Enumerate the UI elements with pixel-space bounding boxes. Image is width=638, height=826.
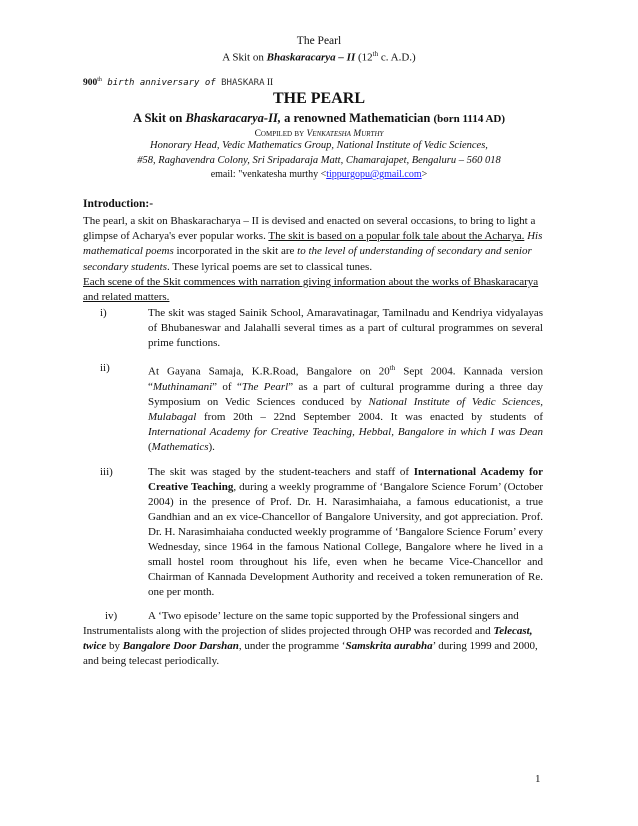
intro-paragraph-2: Each scene of the Skit commences with narration giving information about the works of Bhaskaracarya and related matters.: [83, 275, 539, 304]
item2-g: ).: [208, 440, 215, 453]
intro-italic-2: to the level of understanding of secondary and senior secondary students: [83, 245, 532, 273]
item2-i4: International Academy for Creative Teaching, Hebbal, Bangalore in which I was Dean: [148, 425, 543, 438]
item2-a: At Gayana Samaja, K.R.Road, Bangalore on 20: [148, 365, 390, 378]
item3-a: The skit was staged by the student-teachers and staff of: [148, 465, 414, 478]
list-item-text: [148, 361, 543, 455]
item4-f: Samskrita aurabha: [345, 640, 433, 652]
intro-text-a: The pearl, a skit on Bhaskaracharya – II is devised and enacted on several occasions, to bring to light a glimpse of Acharya's ever popular works.: [83, 215, 536, 243]
list-item-number: ii): [100, 362, 110, 374]
document-subtitle: [0, 111, 638, 126]
item2-i3: National Institute of Vedic Sciences, Mulabagal: [148, 395, 543, 423]
item2-sup: th: [389, 364, 396, 372]
document-title: THE PEARL: [272, 90, 365, 107]
subtitle-part-a: A Skit on: [132, 111, 186, 125]
item4-c: by: [106, 640, 123, 652]
introduction-heading: Introduction:-: [83, 198, 154, 210]
intro-text-d: . These lyrical poems are set to classical tunes.: [167, 260, 373, 273]
email-link[interactable]: tippurgopu@gmail.com: [326, 169, 422, 180]
intro-text-c: incorporated in the skit are: [173, 245, 298, 258]
subtitle-part-c: a renowned Mathematician: [280, 111, 434, 125]
running-subtitle-name: Bhaskaracarya – II: [266, 51, 356, 64]
item2-c: ” of “: [212, 380, 242, 393]
venues-list: [83, 306, 543, 610]
email-close: >: [421, 169, 428, 180]
list-item-number: iv): [105, 610, 118, 622]
item2-i2: The Pearl: [241, 380, 289, 393]
running-subtitle-century: (12: [355, 51, 373, 64]
intro-italic-1: His mathematical poems: [83, 230, 543, 258]
item2-i1: Muthinamani: [152, 380, 213, 393]
running-title: The Pearl: [296, 35, 342, 47]
item4-g: ’ during 1999 and 2000, and being telecast periodically.: [83, 640, 538, 667]
item4-a: A ‘Two episode’ lecture on the same topic supported by the Professional singers and Instrumentalists along with the projection of slides projected through OHP was recorded and: [83, 610, 519, 637]
subtitle-name: Bhaskaracarya-II,: [185, 111, 281, 125]
list-item-text: The skit was staged Sainik School, Amaravatinagar, Tamilnadu and Kendriya vidyalayas of Bhubaneswar and Jalahalli several times as a part of cultural programmes on several prime functions.: [148, 307, 543, 349]
anniversary-sup: th: [97, 77, 102, 83]
item4-d: Bangalore Door Darshan: [122, 640, 239, 652]
item4-e: , under the programme ‘: [238, 640, 346, 652]
list-item-text: [148, 465, 543, 600]
intro-underlined: The skit is based on a popular folk tale about the Acharya.: [268, 230, 525, 243]
item2-i5: Mathematics: [151, 440, 209, 453]
list-item-iv: [83, 609, 543, 669]
list-item-number: i): [100, 307, 107, 319]
page-number: 1: [535, 773, 541, 785]
email-line: [0, 169, 638, 180]
running-subtitle-sup: th: [372, 50, 379, 58]
anniversary-line: [83, 77, 273, 88]
item2-e: from 20th – 22nd September 2004. It was enacted by students of: [196, 410, 543, 423]
running-subtitle-suffix: c. A.D.): [378, 51, 416, 64]
compiled-by: [0, 129, 638, 139]
anniversary-year: 900: [83, 78, 98, 89]
subtitle-born: (born 1114 AD): [433, 113, 506, 125]
item3-c: , during a weekly programme of ‘Bangalore Science Forum’ (October 2004) in the presence of Prof. Dr. H. Narasimhaiaha, a famous educationist, a true Gandhian and an ex vice-Chancellor of Bangalore University, and got appreciation. Prof. Dr. H. Narasimhaiaha conducted weekly programme of ‘Bangalore Science Forum’ every Wednesday, since 1964 in the famous National College, Bangalore where he lived in a small hostel room throughout his life, even when he became Vice-Chancellor and Chairman of Kannada Development Authority and received a token remuneration of Re. one per month.: [148, 480, 544, 598]
item2-f: (: [148, 440, 152, 453]
anniversary-roman: II: [264, 78, 274, 89]
compiler-name: Venkatesha Murthy: [306, 129, 384, 139]
affiliation-line-2: #58, Raghavendra Colony, Sri Sripadaraja Matt, Chamarajapet, Bengaluru – 560 018: [137, 155, 501, 166]
list-item: [83, 306, 543, 351]
list-item: [83, 465, 543, 600]
item3-b: International Academy for Creative Teaching: [148, 465, 543, 493]
list-item-number: iii): [100, 465, 113, 478]
item2-d: ” as a part of cultural programme during a three day Symposium on Vedic Sciences conduced by: [148, 380, 543, 408]
anniversary-text: birth anniversary of: [101, 78, 222, 89]
running-subtitle: [0, 50, 638, 64]
email-label: email: "venkatesha murthy <: [210, 169, 327, 180]
item4-b: Telecast, twice: [83, 625, 533, 652]
introduction-paragraph: [83, 214, 543, 305]
running-subtitle-prefix: A Skit on: [222, 51, 267, 64]
list-item: [83, 361, 543, 455]
anniversary-name: BHASKARA: [221, 78, 265, 89]
item2-b: Sept 2004. Kannada version “: [148, 365, 544, 393]
affiliation-line-1: Honorary Head, Vedic Mathematics Group, National Institute of Vedic Sciences,: [150, 140, 488, 151]
compiled-label: Compiled by: [254, 129, 307, 139]
